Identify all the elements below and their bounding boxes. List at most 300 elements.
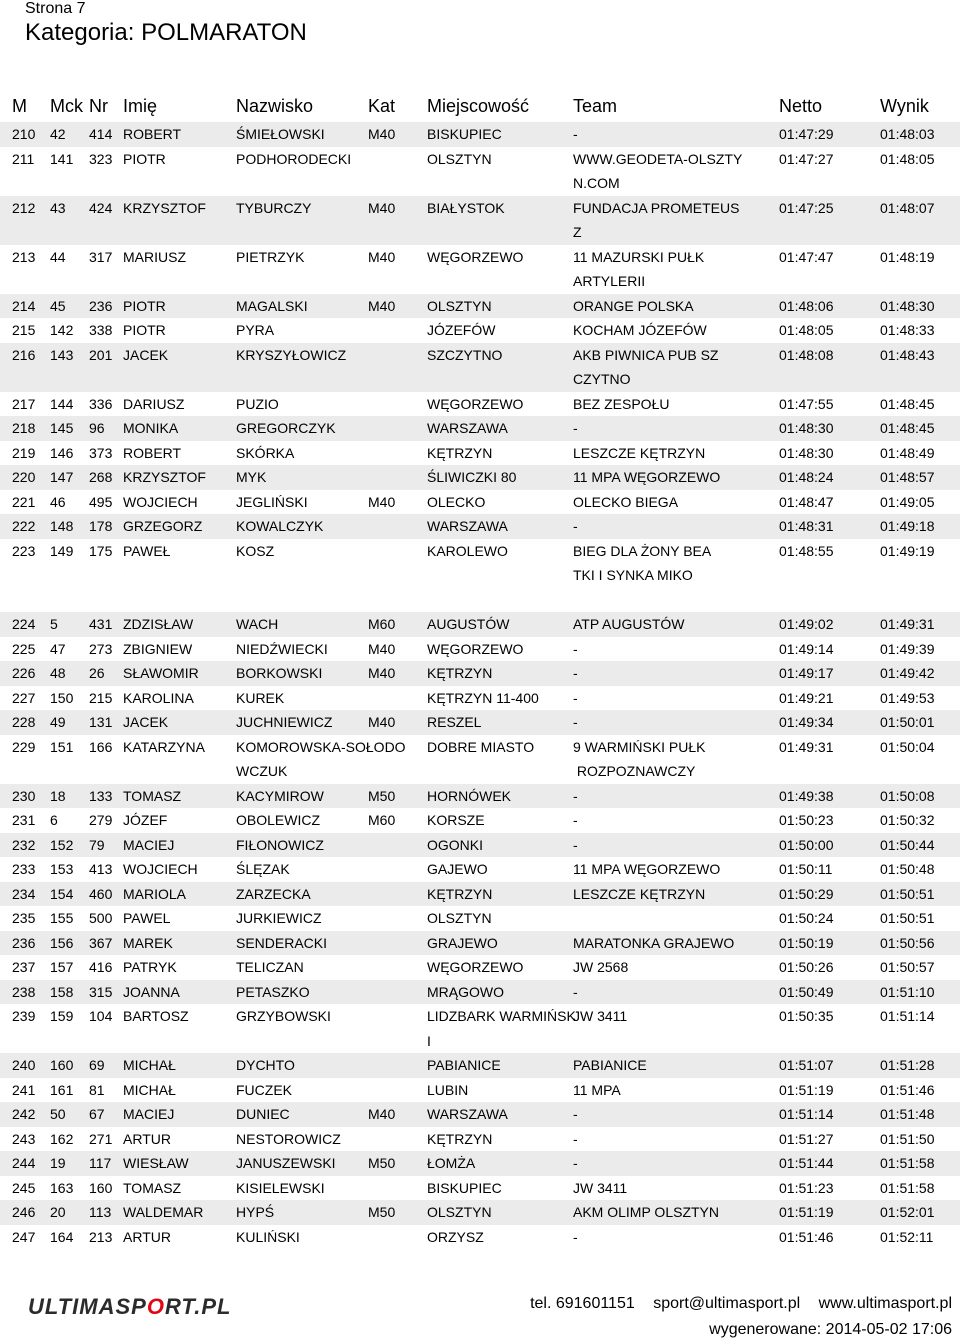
cell-result: 01:51:58 [880,1155,935,1171]
cell-first-name: ARTUR [123,1228,171,1245]
cell-bib-number: 81 [89,1081,105,1098]
cell-place: 229 [12,738,36,755]
table-row [0,416,960,441]
cell-result: 01:51:48 [880,1106,935,1122]
cell-first-name: PATRYK [123,959,177,975]
cell-team: OLECKO BIEGA [573,493,679,510]
cell-net-time: 01:49:38 [779,787,834,804]
cell-city: KAROLEWO [427,542,508,559]
cell-place: 244 [12,1155,36,1171]
cell-last-name: DYCHTO [236,1057,295,1073]
category-title: Kategoria: POLMARATON [25,19,307,46]
cell-net-time: 01:51:19 [779,1081,834,1098]
cell-result: 01:49:53 [880,689,935,706]
cell-place: 227 [12,689,36,706]
cell-team: - [573,714,578,730]
cell-place: 225 [12,640,36,657]
cell-last-name: FUCZEK [236,1081,292,1098]
cell-age-category: M50 [368,787,396,804]
cell-age-category: M40 [368,126,396,142]
cell-result: 01:48:49 [880,444,935,461]
cell-result: 01:51:50 [880,1130,935,1147]
table-row [0,1053,960,1078]
cell-net-time: 01:50:49 [779,983,834,1000]
cell-net-time: 01:51:23 [779,1179,834,1196]
cell-city: JÓZEFÓW [427,322,496,338]
page-footer [0,1290,960,1341]
cell-result: 01:50:51 [880,885,935,902]
cell-city: KĘTRZYN 11-400 [427,689,539,706]
cell-city: WARSZAWA [427,420,508,436]
cell-first-name: JÓZEF [123,812,168,828]
cell-place: 217 [12,395,36,412]
cell-bib-number: 500 [89,910,113,926]
cell-bib-number: 201 [89,346,113,363]
cell-place: 233 [12,861,36,877]
cell-net-time: 01:48:05 [779,322,834,338]
cell-category-place: 158 [50,983,74,1000]
cell-bib-number: 113 [89,1204,112,1220]
cell-city: BIAŁYSTOK [427,199,505,216]
cell-first-name: WIESŁAW [123,1155,189,1171]
table-row [0,882,960,907]
cell-team: FUNDACJA PROMETEUS Z [573,199,740,240]
cell-team: AKM OLIMP OLSZTYN [573,1204,719,1220]
cell-first-name: TOMASZ [123,787,182,804]
table-row [0,1127,960,1152]
cell-bib-number: 431 [89,616,113,632]
table-row [0,441,960,466]
cell-net-time: 01:48:08 [779,346,834,363]
cell-first-name: JOANNA [123,983,180,1000]
cell-category-place: 146 [50,444,74,461]
cell-first-name: WOJCIECH [123,861,198,877]
cell-category-place: 145 [50,420,74,436]
cell-category-place: 19 [50,1155,66,1171]
cell-result: 01:50:32 [880,812,935,828]
cell-last-name: PIETRZYK [236,248,305,265]
cell-city: MRĄGOWO [427,983,504,1000]
cell-last-name: KOWALCZYK [236,518,324,534]
table-row [0,857,960,882]
table-row [0,1200,960,1225]
cell-category-place: 143 [50,346,74,363]
cell-result: 01:50:48 [880,861,935,877]
cell-last-name: GREGORCZYK [236,420,336,436]
cell-net-time: 01:49:31 [779,738,834,755]
column-header-mck: Mck [50,96,83,116]
table-row [0,122,960,147]
cell-city: OLSZTYN [427,1204,492,1220]
page-number: Strona 7 [25,0,86,17]
cell-result: 01:50:51 [880,910,935,926]
cell-bib-number: 315 [89,983,113,1000]
cell-category-place: 5 [50,616,58,632]
cell-bib-number: 413 [89,861,113,877]
cell-place: 226 [12,665,36,681]
cell-bib-number: 166 [89,738,113,755]
cell-net-time: 01:48:24 [779,469,834,485]
cell-first-name: PIOTR [123,297,166,314]
cell-last-name: SKÓRKA [236,444,295,461]
cell-bib-number: 69 [89,1057,105,1073]
cell-first-name: SŁAWOMIR [123,665,199,681]
cell-bib-number: 117 [89,1155,112,1171]
cell-category-place: 154 [50,885,74,902]
cell-net-time: 01:51:27 [779,1130,834,1147]
cell-net-time: 01:51:14 [779,1106,834,1122]
cell-team: 11 MPA WĘGORZEWO [573,861,721,877]
cell-place: 223 [12,542,36,559]
cell-category-place: 46 [50,493,66,510]
cell-team: PABIANICE [573,1057,647,1073]
cell-first-name: MICHAŁ [123,1081,176,1098]
cell-last-name: KACYMIROW [236,787,324,804]
cell-result: 01:48:45 [880,395,935,412]
cell-place: 234 [12,885,36,902]
cell-bib-number: 133 [89,787,113,804]
cell-city: WĘGORZEWO [427,395,524,412]
cell-net-time: 01:51:19 [779,1204,834,1220]
cell-category-place: 152 [50,836,74,853]
cell-team: - [573,812,578,828]
cell-place: 220 [12,469,36,485]
cell-bib-number: 271 [89,1130,113,1147]
table-row [0,490,960,515]
cell-result: 01:48:30 [880,297,935,314]
cell-team: LESZCZE KĘTRZYN [573,885,706,902]
email-address: sport@ultimasport.pl [653,1295,801,1312]
cell-first-name: MARIUSZ [123,248,186,265]
cell-last-name: MYK [236,469,267,485]
cell-city: KĘTRZYN [427,1130,493,1147]
cell-category-place: 144 [50,395,74,412]
cell-place: 238 [12,983,36,1000]
cell-place: 216 [12,346,36,363]
cell-bib-number: 338 [89,322,113,338]
cell-bib-number: 215 [89,689,113,706]
cell-city: WARSZAWA [427,518,508,534]
cell-result: 01:51:46 [880,1081,935,1098]
cell-bib-number: 67 [89,1106,105,1122]
contact-info [516,1295,952,1313]
table-row [0,686,960,711]
cell-bib-number: 336 [89,395,113,412]
cell-age-category: M40 [368,297,396,314]
cell-bib-number: 495 [89,493,113,510]
cell-team: - [573,787,578,804]
cell-category-place: 156 [50,934,74,951]
page-header [25,0,307,48]
cell-place: 221 [12,493,36,510]
cell-team: ATP AUGUSTÓW [573,616,685,632]
cell-category-place: 43 [50,199,66,216]
table-row [0,1176,960,1201]
cell-first-name: MARIOLA [123,885,187,902]
cell-bib-number: 279 [89,812,113,828]
cell-place: 235 [12,910,36,926]
cell-city: HORNÓWEK [427,787,511,804]
cell-category-place: 162 [50,1130,74,1147]
cell-bib-number: 460 [89,885,113,902]
cell-result: 01:48:57 [880,469,935,485]
generated-timestamp: wygenerowane: 2014-05-02 17:06 [709,1321,952,1338]
cell-bib-number: 268 [89,469,113,485]
cell-result: 01:50:08 [880,787,935,804]
cell-first-name: JACEK [123,346,169,363]
phone-number: tel. 691601151 [530,1295,635,1312]
table-row [0,294,960,319]
cell-first-name: KATARZYNA [123,738,205,755]
cell-place: 231 [12,812,36,828]
cell-place: 245 [12,1179,36,1196]
cell-category-place: 42 [50,126,66,142]
table-row [0,343,960,392]
cell-city: KĘTRZYN [427,885,493,902]
cell-category-place: 18 [50,787,66,804]
cell-last-name: JURKIEWICZ [236,910,322,926]
cell-result: 01:49:18 [880,518,935,534]
cell-first-name: ROBERT [123,444,182,461]
cell-result: 01:49:19 [880,542,935,559]
cell-last-name: NESTOROWICZ [236,1130,341,1147]
cell-bib-number: 416 [89,959,113,975]
cell-city: DOBRE MIASTO [427,738,535,755]
cell-result: 01:52:11 [880,1228,934,1245]
table-row [0,612,960,637]
cell-last-name: KULIŃSKI [236,1228,300,1245]
cell-age-category: M50 [368,1155,396,1171]
cell-city: WĘGORZEWO [427,959,524,975]
cell-city: WĘGORZEWO [427,248,524,265]
cell-result: 01:48:45 [880,420,935,436]
cell-team: 11 MPA WĘGORZEWO [573,469,721,485]
cell-city: OLECKO [427,493,486,510]
column-header-city: Miejscowość [427,96,530,116]
cell-result: 01:48:07 [880,199,935,216]
cell-last-name: PUZIO [236,395,279,412]
cell-team: LESZCZE KĘTRZYN [573,444,706,461]
cell-last-name: KUREK [236,689,285,706]
cell-first-name: KRZYSZTOF [123,199,206,216]
cell-result: 01:48:43 [880,346,935,363]
table-row [0,735,960,784]
cell-net-time: 01:50:00 [779,836,834,853]
cell-team: BEZ ZESPOŁU [573,395,670,412]
cell-bib-number: 323 [89,150,113,167]
cell-bib-number: 273 [89,640,113,657]
cell-net-time: 01:50:26 [779,959,834,975]
table-row [0,980,960,1005]
cell-net-time: 01:49:14 [779,640,834,657]
cell-first-name: ROBERT [123,126,182,142]
cell-result: 01:50:44 [880,836,935,853]
cell-category-place: 44 [50,248,66,265]
cell-result: 01:49:05 [880,493,935,510]
cell-team: 11 MAZURSKI PUŁK ARTYLERII [573,248,705,289]
cell-first-name: MACIEJ [123,836,175,853]
cell-bib-number: 424 [89,199,113,216]
table-row [0,392,960,417]
table-row [0,514,960,539]
cell-category-place: 151 [50,738,74,755]
column-header-nr: Nr [89,96,108,116]
cell-category-place: 45 [50,297,66,314]
cell-city: BISKUPIEC [427,1179,502,1196]
cell-first-name: ZBIGNIEW [123,640,193,657]
cell-place: 236 [12,934,36,951]
cell-category-place: 157 [50,959,74,975]
cell-category-place: 159 [50,1008,74,1024]
cell-bib-number: 175 [89,542,113,559]
table-row [0,196,960,245]
cell-age-category: M40 [368,493,396,510]
cell-last-name: NIEDŹWIECKI [236,640,328,657]
cell-team: - [573,420,578,436]
cell-place: 213 [12,248,36,265]
cell-bib-number: 213 [89,1228,113,1245]
cell-place: 230 [12,787,36,804]
cell-city: OLSZTYN [427,297,492,314]
cell-city: KĘTRZYN [427,444,493,461]
cell-team: MARATONKA GRAJEWO [573,934,735,951]
column-header-row [0,96,960,122]
cell-category-place: 150 [50,689,74,706]
cell-net-time: 01:49:02 [779,616,834,632]
cell-age-category: M40 [368,714,396,730]
cell-team: BIEG DLA ŻONY BEA TKI I SYNKA MIKO [573,542,712,583]
cell-first-name: JACEK [123,714,169,730]
cell-net-time: 01:47:27 [779,150,834,167]
cell-last-name: PYRA [236,322,275,338]
cell-first-name: PAWEŁ [123,542,171,559]
cell-first-name: PAWEL [123,910,171,926]
cell-result: 01:50:04 [880,738,935,755]
cell-last-name: KRYSZYŁOWICZ [236,346,347,363]
cell-last-name: PODHORODECKI [236,150,352,167]
column-header-m: M [12,96,27,116]
cell-net-time: 01:48:47 [779,493,834,510]
cell-last-name: GRZYBOWSKI [236,1008,331,1024]
cell-city: KORSZE [427,812,485,828]
cell-result: 01:48:33 [880,322,935,338]
cell-place: 232 [12,836,36,853]
cell-category-place: 47 [50,640,66,657]
cell-team: 11 MPA [573,1081,621,1098]
table-row [0,931,960,956]
cell-result: 01:51:28 [880,1057,935,1073]
cell-first-name: MAREK [123,934,173,951]
cell-bib-number: 317 [89,248,113,265]
website-link[interactable]: www.ultimasport.pl [818,1295,952,1312]
cell-bib-number: 367 [89,934,113,951]
cell-city: KĘTRZYN [427,665,493,681]
table-row [0,147,960,196]
cell-net-time: 01:50:29 [779,885,834,902]
cell-place: 210 [12,126,36,142]
table-row [0,1102,960,1127]
cell-team: 9 WARMIŃSKI PUŁK ROZPOZNAWCZY [573,738,706,779]
cell-bib-number: 96 [89,420,105,436]
cell-last-name: HYPŚ [236,1204,275,1220]
cell-net-time: 01:49:34 [779,714,834,730]
cell-bib-number: 104 [89,1008,113,1024]
cell-city: RESZEL [427,714,482,730]
cell-age-category: M50 [368,1204,396,1220]
cell-first-name: DARIUSZ [123,395,185,412]
cell-first-name: MONIKA [123,420,179,436]
cell-team: - [573,1130,578,1147]
cell-first-name: BARTOSZ [123,1008,189,1024]
cell-team: - [573,1155,578,1171]
column-header-net-time: Netto [779,96,823,116]
cell-last-name: BORKOWSKI [236,665,323,681]
cell-result: 01:51:10 [880,983,935,1000]
cell-team: - [573,983,578,1000]
cell-place: 237 [12,959,36,975]
cell-first-name: MACIEJ [123,1106,175,1122]
cell-first-name: PIOTR [123,150,166,167]
column-header-result: Wynik [880,96,929,116]
cell-team: - [573,689,578,706]
cell-team: JW 2568 [573,959,629,975]
cell-last-name: SENDERACKI [236,934,328,951]
cell-city: ŁOMŻA [427,1155,476,1171]
cell-last-name: KOSZ [236,542,275,559]
cell-city: BISKUPIEC [427,126,502,142]
cell-result: 01:50:56 [880,934,935,951]
cell-result: 01:48:19 [880,248,935,265]
cell-place: 219 [12,444,36,461]
cell-category-place: 48 [50,665,66,681]
cell-result: 01:51:58 [880,1179,935,1196]
cell-last-name: ZARZECKA [236,885,311,902]
cell-bib-number: 414 [89,126,113,142]
cell-net-time: 01:50:11 [779,861,833,877]
cell-team: JW 3411 [573,1179,628,1196]
cell-last-name: ŚLĘZAK [236,861,290,877]
cell-result: 01:52:01 [880,1204,935,1220]
cell-age-category: M60 [368,812,396,828]
cell-last-name: KOMOROWSKA-SOŁODO WCZUK [236,738,406,779]
cell-team: AKB PIWNICA PUB SZ CZYTNO [573,346,719,387]
cell-last-name: DUNIEC [236,1106,290,1122]
cell-last-name: JUCHNIEWICZ [236,714,333,730]
table-row [0,661,960,686]
cell-city: AUGUSTÓW [427,616,510,632]
cell-net-time: 01:50:19 [779,934,834,951]
cell-result: 01:48:05 [880,150,935,167]
table-row [0,784,960,809]
cell-result: 01:49:31 [880,616,935,632]
cell-net-time: 01:50:24 [779,910,834,926]
cell-net-time: 01:48:30 [779,420,834,436]
cell-city: OLSZTYN [427,910,492,926]
cell-category-place: 161 [50,1081,74,1098]
cell-place: 214 [12,297,36,314]
cell-category-place: 20 [50,1204,66,1220]
cell-first-name: KRZYSZTOF [123,469,206,485]
cell-bib-number: 131 [89,714,113,730]
cell-city: OLSZTYN [427,150,492,167]
cell-net-time: 01:50:23 [779,812,834,828]
table-row [0,906,960,931]
cell-age-category: M40 [368,248,396,265]
cell-city: GAJEWO [427,861,488,877]
cell-net-time: 01:47:25 [779,199,834,216]
cell-net-time: 01:48:31 [779,518,834,534]
cell-city: GRAJEWO [427,934,498,951]
